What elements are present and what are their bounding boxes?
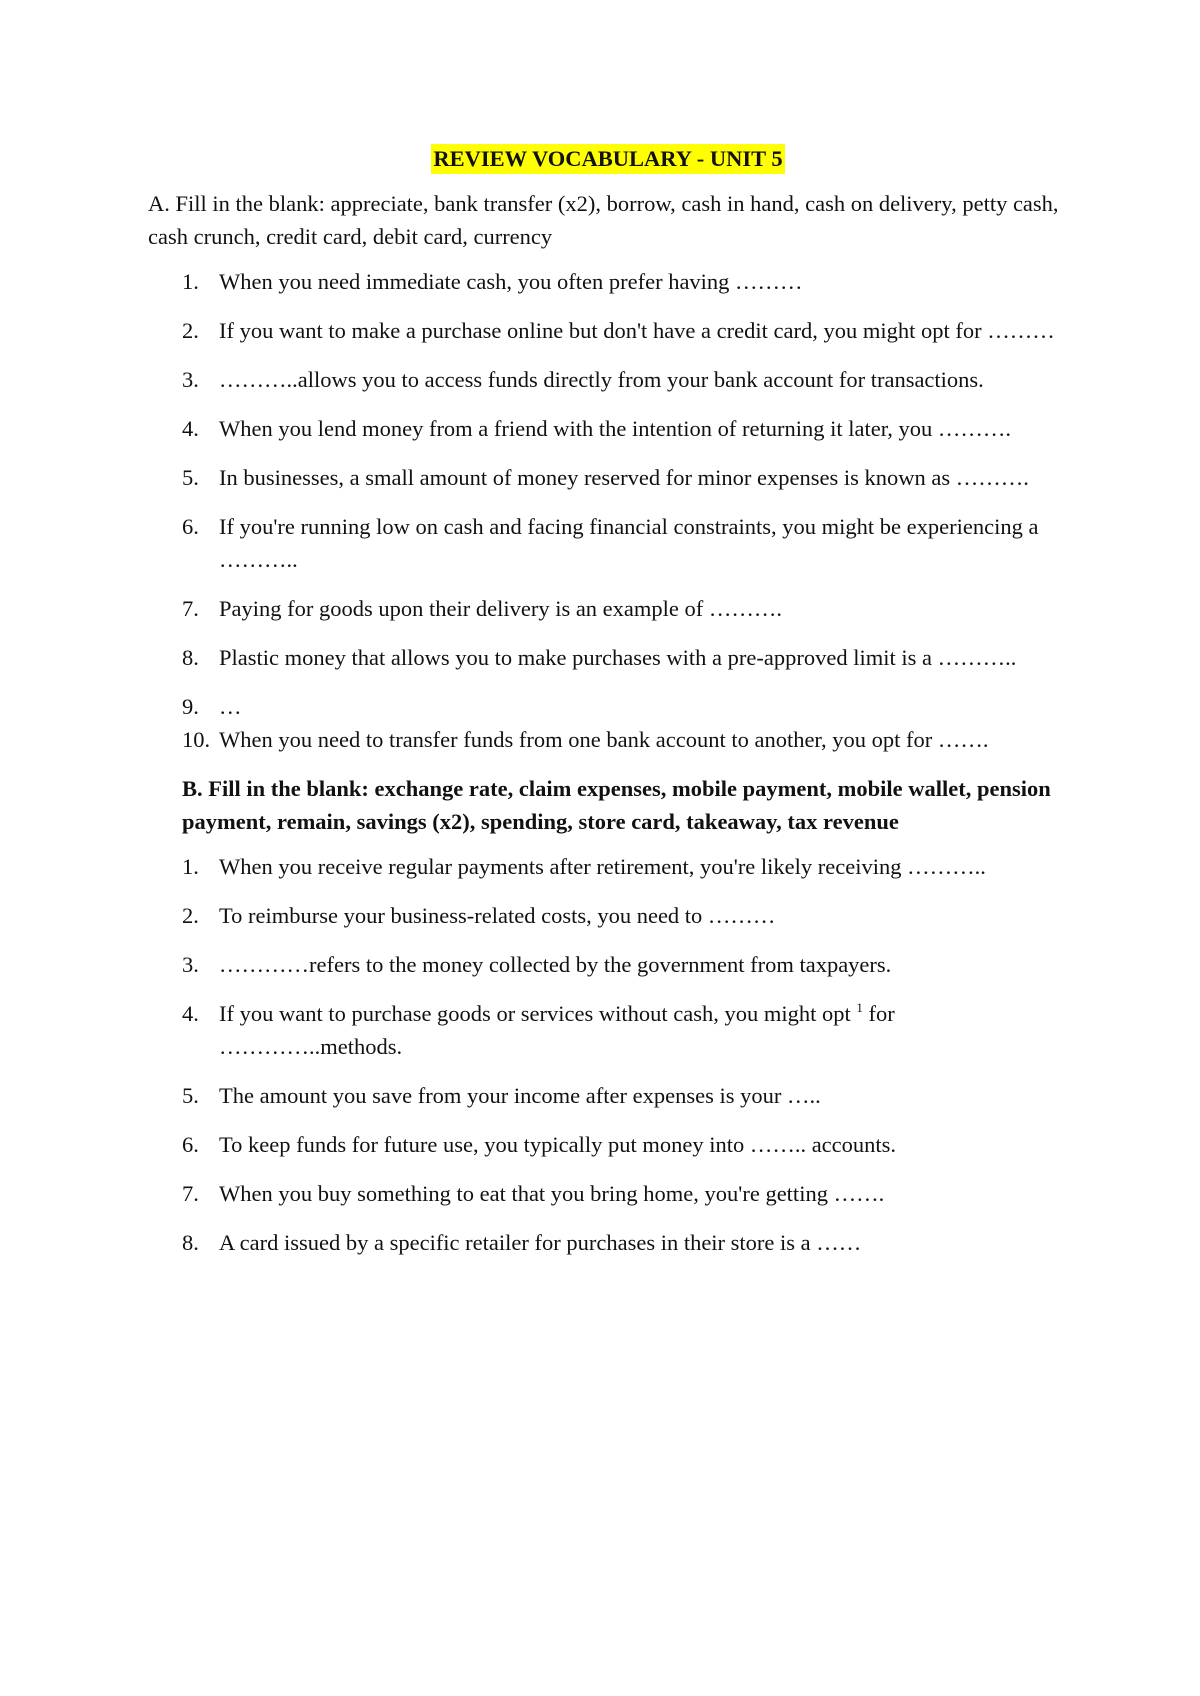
question-number: 3.: [182, 952, 199, 977]
section-a-instructions: A. Fill in the blank: appreciate, bank transfer (x2), borrow, cash in hand, cash on delivery, petty cash, cash crunch, credit card, debit card, currency: [148, 191, 1059, 249]
section-a-question: [148, 723, 1068, 756]
question-number: 1.: [182, 269, 199, 294]
section-b-instructions: B. Fill in the blank: exchange rate, claim expenses, mobile payment, mobile wallet, pension payment, remain, savings (x2), spending, store card, takeaway, tax revenue: [182, 776, 1051, 834]
section-b-questions: [148, 850, 1068, 1259]
section-a-question: [148, 690, 1068, 723]
question-number: 10.: [182, 727, 211, 752]
question-number: 3.: [182, 367, 199, 392]
section-a-question: [148, 510, 1068, 576]
question-text: …: [219, 694, 242, 719]
question-text: If you want to make a purchase online but don't have a credit card, you might opt for ………: [219, 318, 1055, 343]
question-number: 7.: [182, 596, 199, 621]
section-a-question: [148, 363, 1068, 396]
question-number: 6.: [182, 514, 199, 539]
question-number: 5.: [182, 465, 199, 490]
section-b-question: [148, 1079, 1068, 1112]
section-a-question: [148, 592, 1068, 625]
section-b-question: [148, 1177, 1068, 1210]
section-b-question: [148, 1128, 1068, 1161]
question-number: 6.: [182, 1132, 199, 1157]
title-wrap: [148, 142, 1068, 175]
question-number: 8.: [182, 645, 199, 670]
section-a-question: [148, 461, 1068, 494]
section-a-questions: [148, 265, 1068, 756]
question-text: When you buy something to eat that you bring home, you're getting …….: [219, 1181, 885, 1206]
question-text: To reimburse your business-related costs, you need to ………: [219, 903, 776, 928]
question-text: A card issued by a specific retailer for purchases in their store is a ……: [219, 1230, 862, 1255]
section-a-question: [148, 265, 1068, 298]
section-b-question: [148, 948, 1068, 981]
question-number: 7.: [182, 1181, 199, 1206]
question-text: When you receive regular payments after retirement, you're likely receiving ………..: [219, 854, 986, 879]
section-b-question: [148, 899, 1068, 932]
question-number: 4.: [182, 416, 199, 441]
question-text: To keep funds for future use, you typically put money into …….. accounts.: [219, 1132, 897, 1157]
question-number: 1.: [182, 854, 199, 879]
question-text: When you need immediate cash, you often prefer having ………: [219, 269, 803, 294]
question-text-part: for …………..methods.: [219, 1001, 895, 1059]
section-a-question: [148, 314, 1068, 347]
question-text: [219, 1001, 895, 1059]
section-b-question: [148, 997, 1068, 1063]
section-b-question: [148, 1226, 1068, 1259]
question-number: 8.: [182, 1230, 199, 1255]
section-a-question: [148, 641, 1068, 674]
document-content: [148, 142, 1068, 1275]
question-text: When you lend money from a friend with the intention of returning it later, you ……….: [219, 416, 1012, 441]
page-title: REVIEW VOCABULARY - UNIT 5: [431, 144, 784, 174]
question-text-part: If you want to purchase goods or services without cash, you might opt: [219, 1001, 857, 1026]
question-text: Paying for goods upon their delivery is an example of ……….: [219, 596, 783, 621]
question-number: 5.: [182, 1083, 199, 1108]
question-text: …………refers to the money collected by the government from taxpayers.: [219, 952, 892, 977]
question-text: ………..allows you to access funds directly from your bank account for transactions.: [219, 367, 984, 392]
footnote-marker: 1: [856, 999, 863, 1015]
section-a-question: [148, 412, 1068, 445]
question-text: The amount you save from your income after expenses is your …..: [219, 1083, 821, 1108]
section-b-question: [148, 850, 1068, 883]
question-text: When you need to transfer funds from one bank account to another, you opt for …….: [219, 727, 989, 752]
question-text: In businesses, a small amount of money reserved for minor expenses is known as ……….: [219, 465, 1029, 490]
question-number: 2.: [182, 903, 199, 928]
question-number: 4.: [182, 1001, 199, 1026]
question-number: 9.: [182, 694, 199, 719]
question-text: If you're running low on cash and facing financial constraints, you might be experiencing a ………..: [219, 514, 1039, 572]
question-text: Plastic money that allows you to make purchases with a pre-approved limit is a ………..: [219, 645, 1017, 670]
question-number: 2.: [182, 318, 199, 343]
